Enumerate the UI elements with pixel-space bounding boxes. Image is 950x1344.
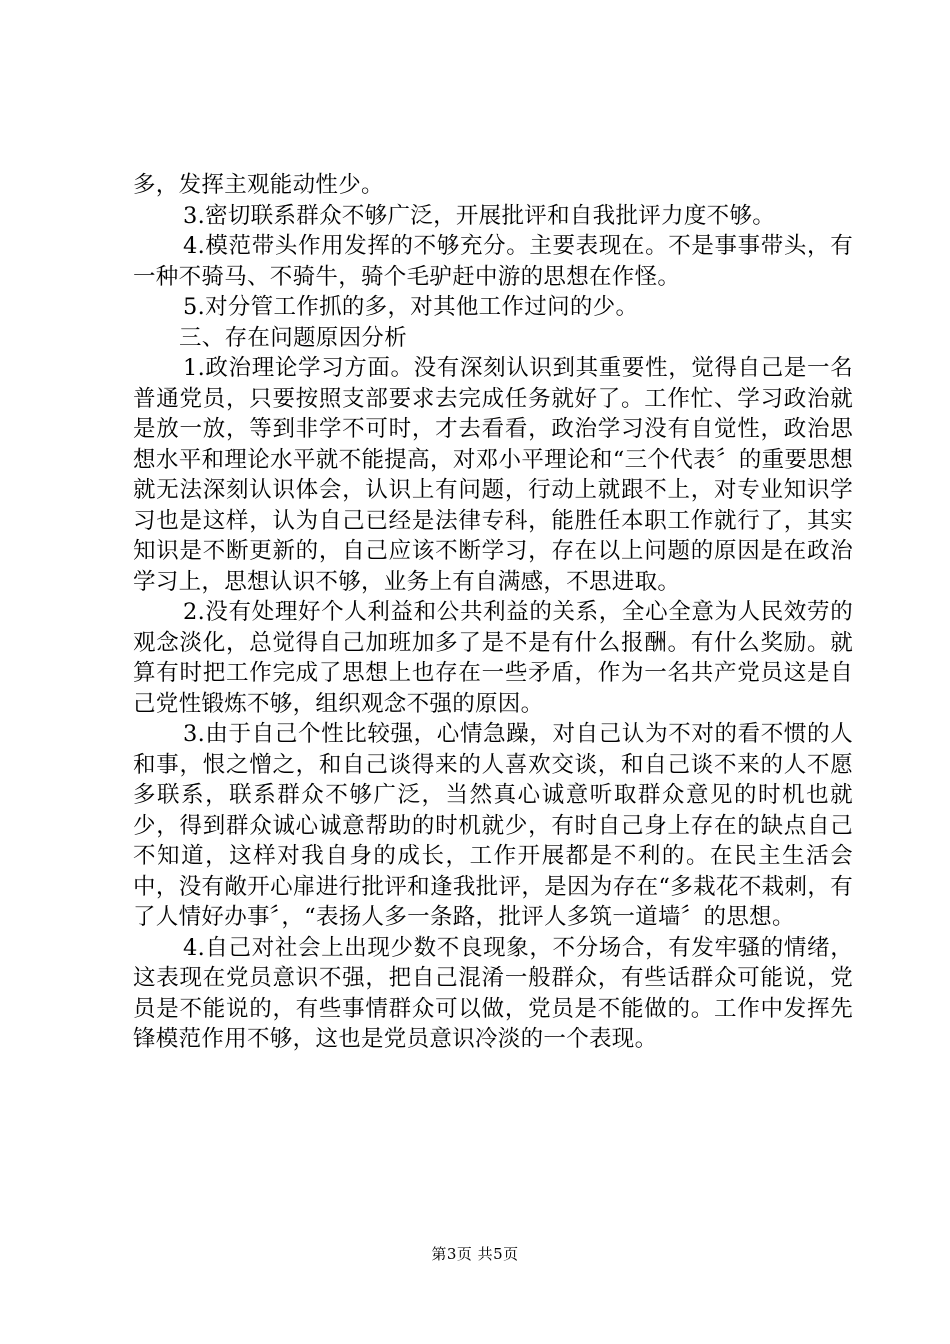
paragraph-analysis-1: 1.政治理论学习方面。没有深刻认识到其重要性，觉得自己是一名普通党员，只要按照支部要求去完成任务就好了。工作忙、学习政治就是放一放，等到非学不可时，才去看看，政治学习没有自觉性，政治思想水平和理论水平就不能提高，对邓小平理论和“三个代表〞的重要思想就无法深刻认识体会，认识上有问题，行动上就跟不上，对专业知识学习也是这样，认为自己已经是法律专科，能胜任本职工作就行了，其实知识是不断更新的，自己应该不断学习，存在以上问题的原因是在政治学习上，思想认识不够，业务上有自满感，不思进取。 <box>133 355 853 595</box>
paragraph-continuation: 多，发挥主观能动性少。 <box>133 172 384 198</box>
paragraph-analysis-3: 3.由于自己个性比较强，心情急躁，对自己认为不对的看不惯的人和事，恨之憎之，和自己谈得来的人喜欢交谈，和自己谈不来的人不愿多联系，联系群众不够广泛，当然真心诚意听取群众意见的时机也就少，得到群众诚心诚意帮助的时机就少，有时自己身上存在的缺点自己不知道，这样对我自身的成长，工作开展都是不利的。在民主生活会中，没有敞开心扉进行批评和逢我批评，是因为存在“多栽花不栽刺，有了人情好办事〞，“表扬人多一条路，批评人多筑一道墙〞的思想。 <box>133 721 853 930</box>
paragraph-analysis-4: 4.自己对社会上出现少数不良现象，不分场合，有发牢骚的情绪，这表现在党员意识不强，把自己混淆一般群众，有些话群众可能说，党员是不能说的，有些事情群众可以做，党员是不能做的。工作中发挥先锋模范作用不够，这也是党员意识冷淡的一个表现。 <box>133 934 853 1052</box>
paragraph-item-3: 3.密切联系群众不够广泛，开展批评和自我批评力度不够。 <box>183 202 776 229</box>
paragraph-analysis-2: 2.没有处理好个人利益和公共利益的关系，全心全意为人民效劳的观念淡化，总觉得自己加班加多了是不是有什么报酬。有什么奖励。就算有时把工作完成了思想上也存在一些矛盾，作为一名共产党员这是自己党性锻炼不够，组织观念不强的原因。 <box>133 599 853 717</box>
paragraph-item-4: 4.模范带头作用发挥的不够充分。主要表现在。不是事事带头，有一种不骑马、不骑牛，骑个毛驴赶中游的思想在作怪。 <box>133 233 853 290</box>
page-footer: 第3页 共5页 <box>431 1245 519 1263</box>
section-heading: 三、存在问题原因分析 <box>179 324 408 351</box>
document-body <box>133 170 853 1055</box>
paragraph-item-5: 5.对分管工作抓的多，对其他工作过问的少。 <box>183 294 639 320</box>
